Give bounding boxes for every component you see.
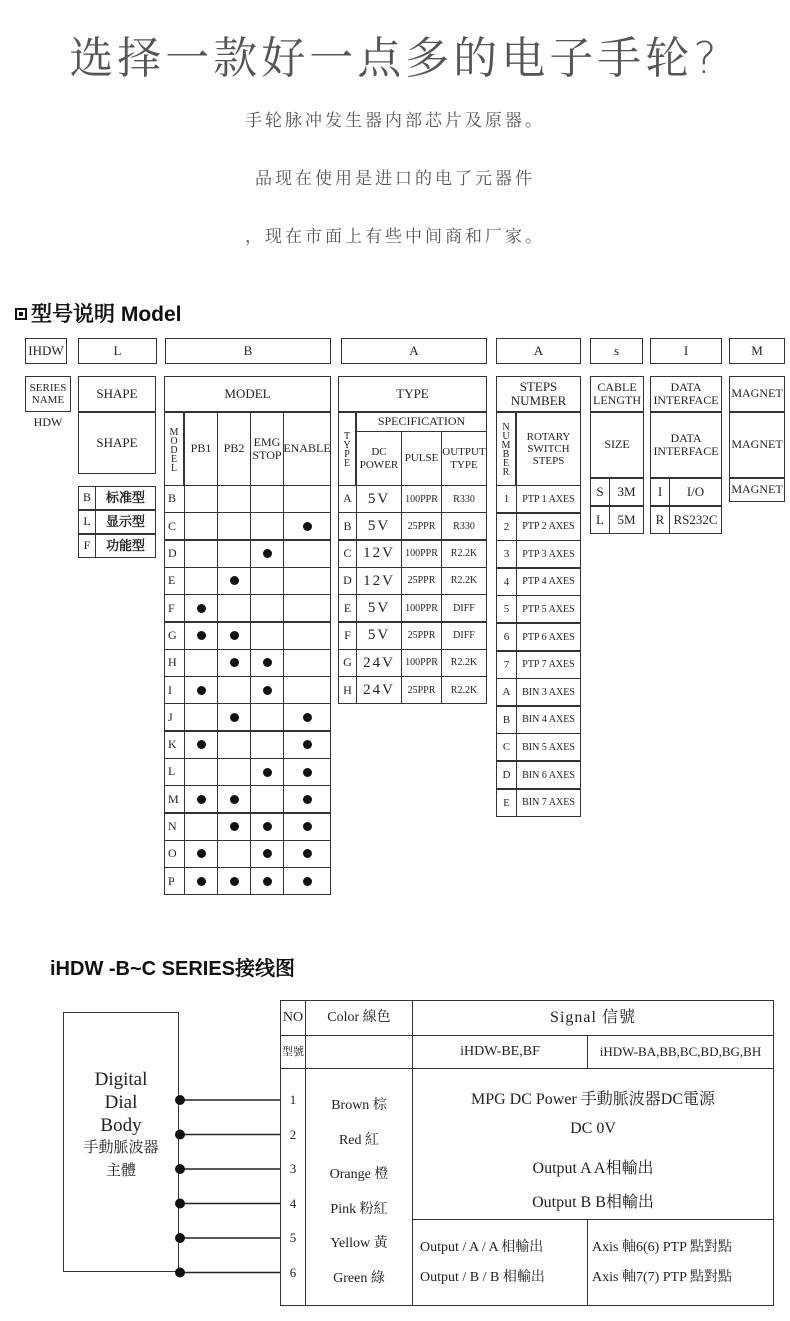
type-cell-power: 24V — [356, 649, 402, 677]
steps-row-label: BIN 5 AXES — [516, 733, 581, 761]
type-cell-pulse: 100PPR — [401, 540, 442, 568]
type-cell-pulse: 25PPR — [401, 676, 442, 704]
type-cell-power: 5V — [356, 512, 402, 540]
steps-row-label: BIN 6 AXES — [516, 761, 581, 789]
type-cell-output: R2.2K — [441, 676, 487, 704]
signal-output-b: Output B B相輸出 — [532, 1194, 654, 1211]
signal-power: MPG DC Power 手動脈波器DC電源 — [470, 1091, 716, 1108]
model-row-code: O — [164, 840, 185, 868]
model-b-header: iHDW-BA,BB,BC,BD,BG,BH — [587, 1035, 774, 1069]
interface_table-code: R — [650, 506, 670, 534]
pin-number: 1 — [289, 1092, 297, 1107]
model-side-label-text: MODEL — [168, 426, 180, 472]
signal-a-1: Output / A / A 相輸出 — [420, 1240, 544, 1255]
shape-header: SHAPE — [78, 376, 156, 412]
series-value: HDW — [33, 415, 63, 429]
model-row-code: D — [164, 540, 185, 568]
type-cell-output: R330 — [441, 485, 487, 513]
type-side-label-text: TYPE — [341, 431, 353, 467]
pin-color: Brown 棕 — [331, 1098, 387, 1113]
device-label-line-5: 主體 — [105, 1163, 136, 1179]
pin-number: 3 — [289, 1161, 297, 1176]
type-cell-output: DIFF — [441, 622, 487, 650]
cable_table-code: L — [590, 506, 610, 534]
model-row-code: M — [164, 785, 185, 813]
signal-b-2: Axis 軸7(7) PTP 點對點 — [592, 1270, 732, 1285]
steps-row-label: PTP 3 AXES — [516, 540, 581, 568]
model-row-code: N — [164, 813, 185, 841]
type-cell-power: 24V — [356, 676, 402, 704]
type-row-code: H — [338, 676, 357, 704]
type-cell-pulse: 100PPR — [401, 649, 442, 677]
type-row-code: C — [338, 540, 357, 568]
steps-row-code: B — [496, 706, 517, 734]
wire-terminal-dot — [175, 1199, 185, 1209]
steps-header: STEPS NUMBER — [496, 376, 581, 412]
signal-ground: DC 0V — [570, 1120, 616, 1137]
steps-row-label: BIN 3 AXES — [516, 678, 581, 706]
type-cell-output: R2.2K — [441, 567, 487, 595]
steps-row-code: 3 — [496, 540, 517, 568]
intro-line-1: 手轮脉冲发生器内部芯片及原器。 — [245, 111, 545, 131]
model-row-code: P — [164, 867, 185, 895]
device-label-line-4: 手動脈波器 — [83, 1140, 159, 1156]
steps-row-code: A — [496, 678, 517, 706]
type-cell-pulse: 100PPR — [401, 485, 442, 513]
type-cell-pulse: 25PPR — [401, 512, 442, 540]
intro-line-2: 品现在使用是进口的电了元器件 — [255, 169, 535, 189]
interface_table-label: I/O — [669, 478, 722, 506]
type-header: TYPE — [338, 376, 487, 412]
magnet-subheader: MAGNET — [729, 412, 785, 478]
signal-output-a: Output A A相輸出 — [532, 1160, 654, 1177]
shape-label: 标准型 — [95, 486, 156, 510]
no-header: NO — [280, 1000, 306, 1036]
steps-row-code: 6 — [496, 623, 517, 651]
signal-block-b — [587, 1219, 774, 1306]
steps-row-label: PTP 6 AXES — [516, 623, 581, 651]
cable-subheader: SIZE — [590, 412, 644, 478]
device-label-line-1: Digital — [94, 1069, 148, 1090]
model-row-code: L — [164, 758, 185, 786]
intro-line-3: ，现在市面上有些中间商和厂家。 — [245, 227, 545, 247]
model-header: MODEL — [164, 376, 331, 412]
type-cell-power: 5V — [356, 485, 402, 513]
color-header: Color 線色 — [305, 1000, 413, 1036]
type-row-code: A — [338, 485, 357, 513]
model-row-code: J — [164, 703, 185, 731]
type-row-code: G — [338, 649, 357, 677]
model-row-code: I — [164, 676, 185, 704]
device-label-line-2: Dial — [104, 1092, 138, 1113]
type-cell-pulse: 100PPR — [401, 594, 442, 622]
shape-code: L — [78, 510, 96, 534]
steps-row-code: 2 — [496, 513, 517, 541]
shape-subheader: SHAPE — [78, 412, 156, 474]
wire-terminal-dot — [175, 1130, 185, 1140]
shape-label: 显示型 — [95, 510, 156, 534]
type-cell-pulse: 25PPR — [401, 622, 442, 650]
steps-row-label: PTP 2 AXES — [516, 513, 581, 541]
pin-number: 4 — [289, 1195, 297, 1211]
code-box-series: IHDW — [25, 338, 67, 364]
signal-b-1: Axis 軸6(6) PTP 點對點 — [592, 1240, 732, 1255]
pin-number: 2 — [289, 1126, 297, 1142]
steps-row-label: BIN 7 AXES — [516, 789, 581, 817]
wire-terminal-dot — [175, 1268, 185, 1278]
interface_table-label: RS232C — [669, 506, 722, 534]
type-row-code: E — [338, 594, 357, 622]
pin-color: Green 綠 — [333, 1270, 385, 1286]
steps-side-label-text: NUMBER — [500, 422, 512, 476]
magnet-value: MAGNET — [729, 478, 785, 502]
cable_table-code: S — [590, 478, 610, 506]
signal-header: Signal 信號 — [412, 1000, 774, 1036]
type-row-code: F — [338, 622, 357, 650]
steps-row-label: PTP 1 AXES — [516, 485, 581, 513]
type-cell-power: 12V — [356, 540, 402, 568]
model-column-header: PB2 — [217, 412, 251, 486]
steps-row-label: PTP 7 AXES — [516, 651, 581, 679]
code-box-type: A — [341, 338, 487, 364]
pin-color: Yellow 黃 — [330, 1236, 388, 1251]
code-box-model: B — [165, 338, 331, 364]
model-row-code: H — [164, 649, 185, 677]
cable-header: CABLE LENGTH — [590, 376, 644, 412]
model-a-header: iHDW-BE,BF — [412, 1035, 588, 1069]
model-row-code: G — [164, 622, 185, 650]
code-box-interface: I — [650, 338, 722, 364]
pin-color: Pink 粉紅 — [330, 1201, 388, 1217]
steps-row-code: C — [496, 733, 517, 761]
wire-terminal-dot — [175, 1164, 185, 1174]
interface-header: DATA INTERFACE — [650, 376, 722, 412]
code-box-magnet: M — [729, 338, 785, 364]
device-label-line-3: Body — [100, 1115, 142, 1136]
wiring-heading: iHDW -B~C SERIES接线图 — [50, 958, 296, 980]
steps-row-code: E — [496, 789, 517, 817]
spec-header: SPECIFICATION — [356, 412, 487, 432]
type-column-header: DC POWER — [356, 431, 402, 486]
code-box-steps: A — [496, 338, 581, 364]
model-heading-text: 型号说明 Model — [31, 303, 182, 326]
steps-row-label: PTP 4 AXES — [516, 568, 581, 596]
model-row-code: K — [164, 731, 185, 759]
signal-block-a — [412, 1219, 588, 1306]
type-cell-output: R2.2K — [441, 540, 487, 568]
pin-number: 5 — [289, 1230, 297, 1245]
wire-terminal-dot — [175, 1233, 185, 1243]
model-column-header: EMG STOP — [250, 412, 284, 486]
steps-row-code: 7 — [496, 651, 517, 679]
model-row-code: C — [164, 512, 185, 540]
model-column-header: PB1 — [184, 412, 218, 486]
type-row-code: B — [338, 512, 357, 540]
steps-row-label: PTP 5 AXES — [516, 595, 581, 623]
steps-row-code: 4 — [496, 568, 517, 596]
model-row-code: B — [164, 485, 185, 513]
steps-row-code: 5 — [496, 595, 517, 623]
type-row-code: D — [338, 567, 357, 595]
type-column-header: OUTPUT TYPE — [441, 431, 487, 486]
model-row-code: F — [164, 594, 185, 622]
type-cell-pulse: 25PPR — [401, 567, 442, 595]
model-row-code: E — [164, 567, 185, 595]
type-cell-power: 5V — [356, 622, 402, 650]
type-cell-output: R2.2K — [441, 649, 487, 677]
model-column-header: ENABLE — [283, 412, 331, 486]
pin-number: 6 — [289, 1264, 297, 1280]
shape-label: 功能型 — [95, 534, 156, 558]
type-column-header: PULSE — [401, 431, 442, 486]
type-cell-power: 12V — [356, 567, 402, 595]
interface_table-code: I — [650, 478, 670, 506]
cable_table-label: 5M — [609, 506, 644, 534]
shape-code: F — [78, 534, 96, 558]
pin-color: Orange 橙 — [329, 1167, 389, 1182]
steps-row-code: D — [496, 761, 517, 789]
model-no-header: 型號 — [280, 1035, 306, 1069]
code-box-cable: s — [590, 338, 643, 364]
steps-row-label: BIN 4 AXES — [516, 706, 581, 734]
type-cell-output: R330 — [441, 512, 487, 540]
interface-subheader: DATA INTERFACE — [650, 412, 722, 478]
code-box-shape: L — [78, 338, 157, 364]
signal-a-2: Output / B / B 相輸出 — [420, 1270, 545, 1285]
series-header: SERIES NAME — [25, 376, 71, 412]
type-cell-power: 5V — [356, 594, 402, 622]
steps-row-code: 1 — [496, 485, 517, 513]
magnet-header: MAGNET — [729, 376, 785, 412]
type-cell-output: DIFF — [441, 594, 487, 622]
model-color-blank — [305, 1035, 413, 1069]
pin-color: Red 紅 — [338, 1132, 380, 1148]
cable_table-label: 3M — [609, 478, 644, 506]
shape-code: B — [78, 486, 96, 510]
wire-terminal-dot — [175, 1095, 185, 1105]
steps-subheader: ROTARY SWITCH STEPS — [516, 412, 581, 486]
page-title: 选择一款好一点多的电子手轮? — [69, 33, 721, 84]
